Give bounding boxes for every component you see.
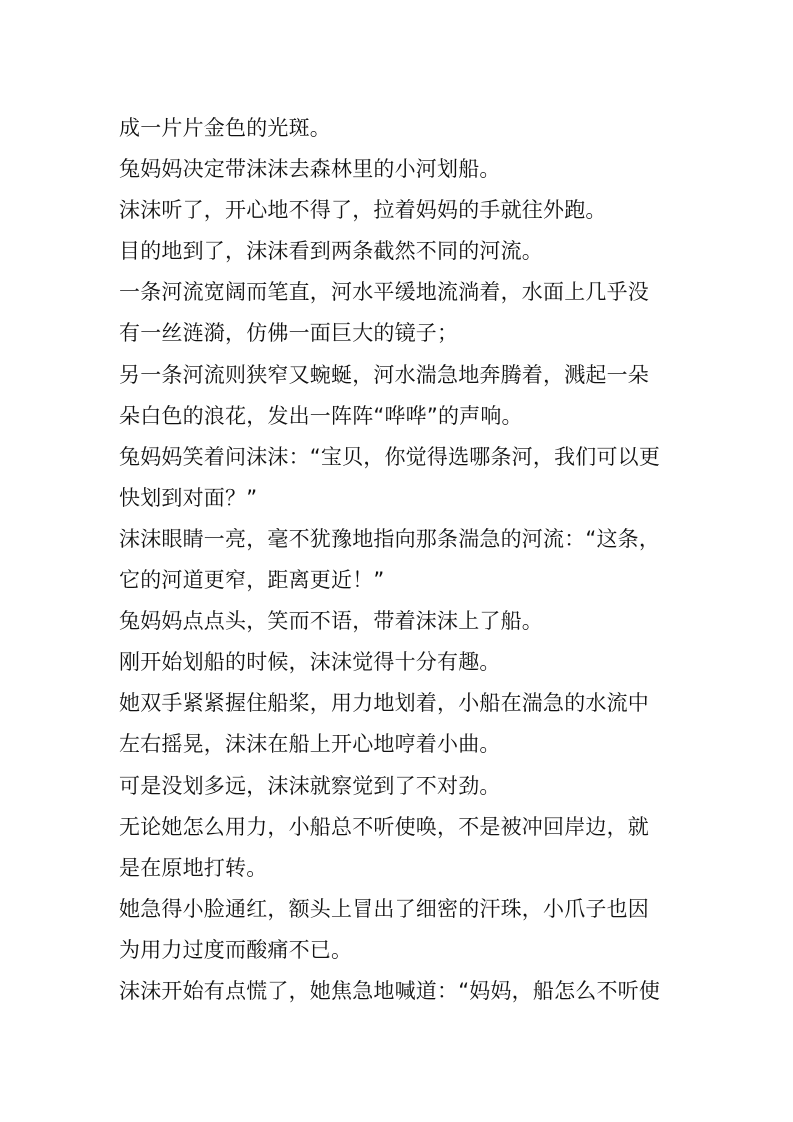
text-line: 兔妈妈笑着问沫沫：“宝贝，你觉得选哪条河，我们可以更	[119, 444, 661, 469]
story-text	[119, 108, 679, 1012]
text-line: 左右摇晃，沫沫在船上开心地哼着小曲。	[119, 732, 501, 757]
text-line: 她双手紧紧握住船桨，用力地划着，小船在湍急的水流中	[119, 691, 649, 716]
text-line: 兔妈妈点点头，笑而不语，带着沫沫上了船。	[119, 609, 543, 634]
text-line: 为用力过度而酸痛不已。	[119, 937, 353, 962]
text-line: 兔妈妈决定带沫沫去森林里的小河划船。	[119, 157, 501, 182]
text-line: 朵白色的浪花，发出一阵阵“哗哗”的声响。	[119, 403, 523, 428]
text-line: 它的河道更窄，距离更近！”	[119, 568, 385, 593]
text-line: 成一片片金色的光斑。	[119, 116, 331, 140]
text-line: 她急得小脸通红，额头上冒出了细密的汗珠，小爪子也因	[119, 896, 649, 921]
text-line: 刚开始划船的时候，沫沫觉得十分有趣。	[119, 650, 501, 675]
text-line: 沫沫听了，开心地不得了，拉着妈妈的手就往外跑。	[119, 198, 607, 223]
text-line: 无论她怎么用力，小船总不听使唤，不是被冲回岸边，就	[119, 814, 649, 839]
text-line: 另一条河流则狭窄又蜿蜒，河水湍急地奔腾着，溅起一朵	[119, 362, 649, 387]
text-line: 有一丝涟漪，仿佛一面巨大的镜子；	[119, 321, 459, 346]
text-line: 是在原地打转。	[119, 855, 268, 880]
text-line: 一条河流宽阔而笔直，河水平缓地流淌着，水面上几乎没	[119, 280, 649, 305]
text-line: 沫沫开始有点慌了，她焦急地喊道：“妈妈，船怎么不听使	[119, 978, 661, 1003]
text-line: 沫沫眼睛一亮，毫不犹豫地指向那条湍急的河流：“这条，	[119, 526, 661, 551]
text-line: 快划到对面？”	[119, 485, 258, 510]
text-line: 目的地到了，沫沫看到两条截然不同的河流。	[119, 239, 543, 264]
text-line: 可是没划多远，沫沫就察觉到了不对劲。	[119, 773, 501, 798]
